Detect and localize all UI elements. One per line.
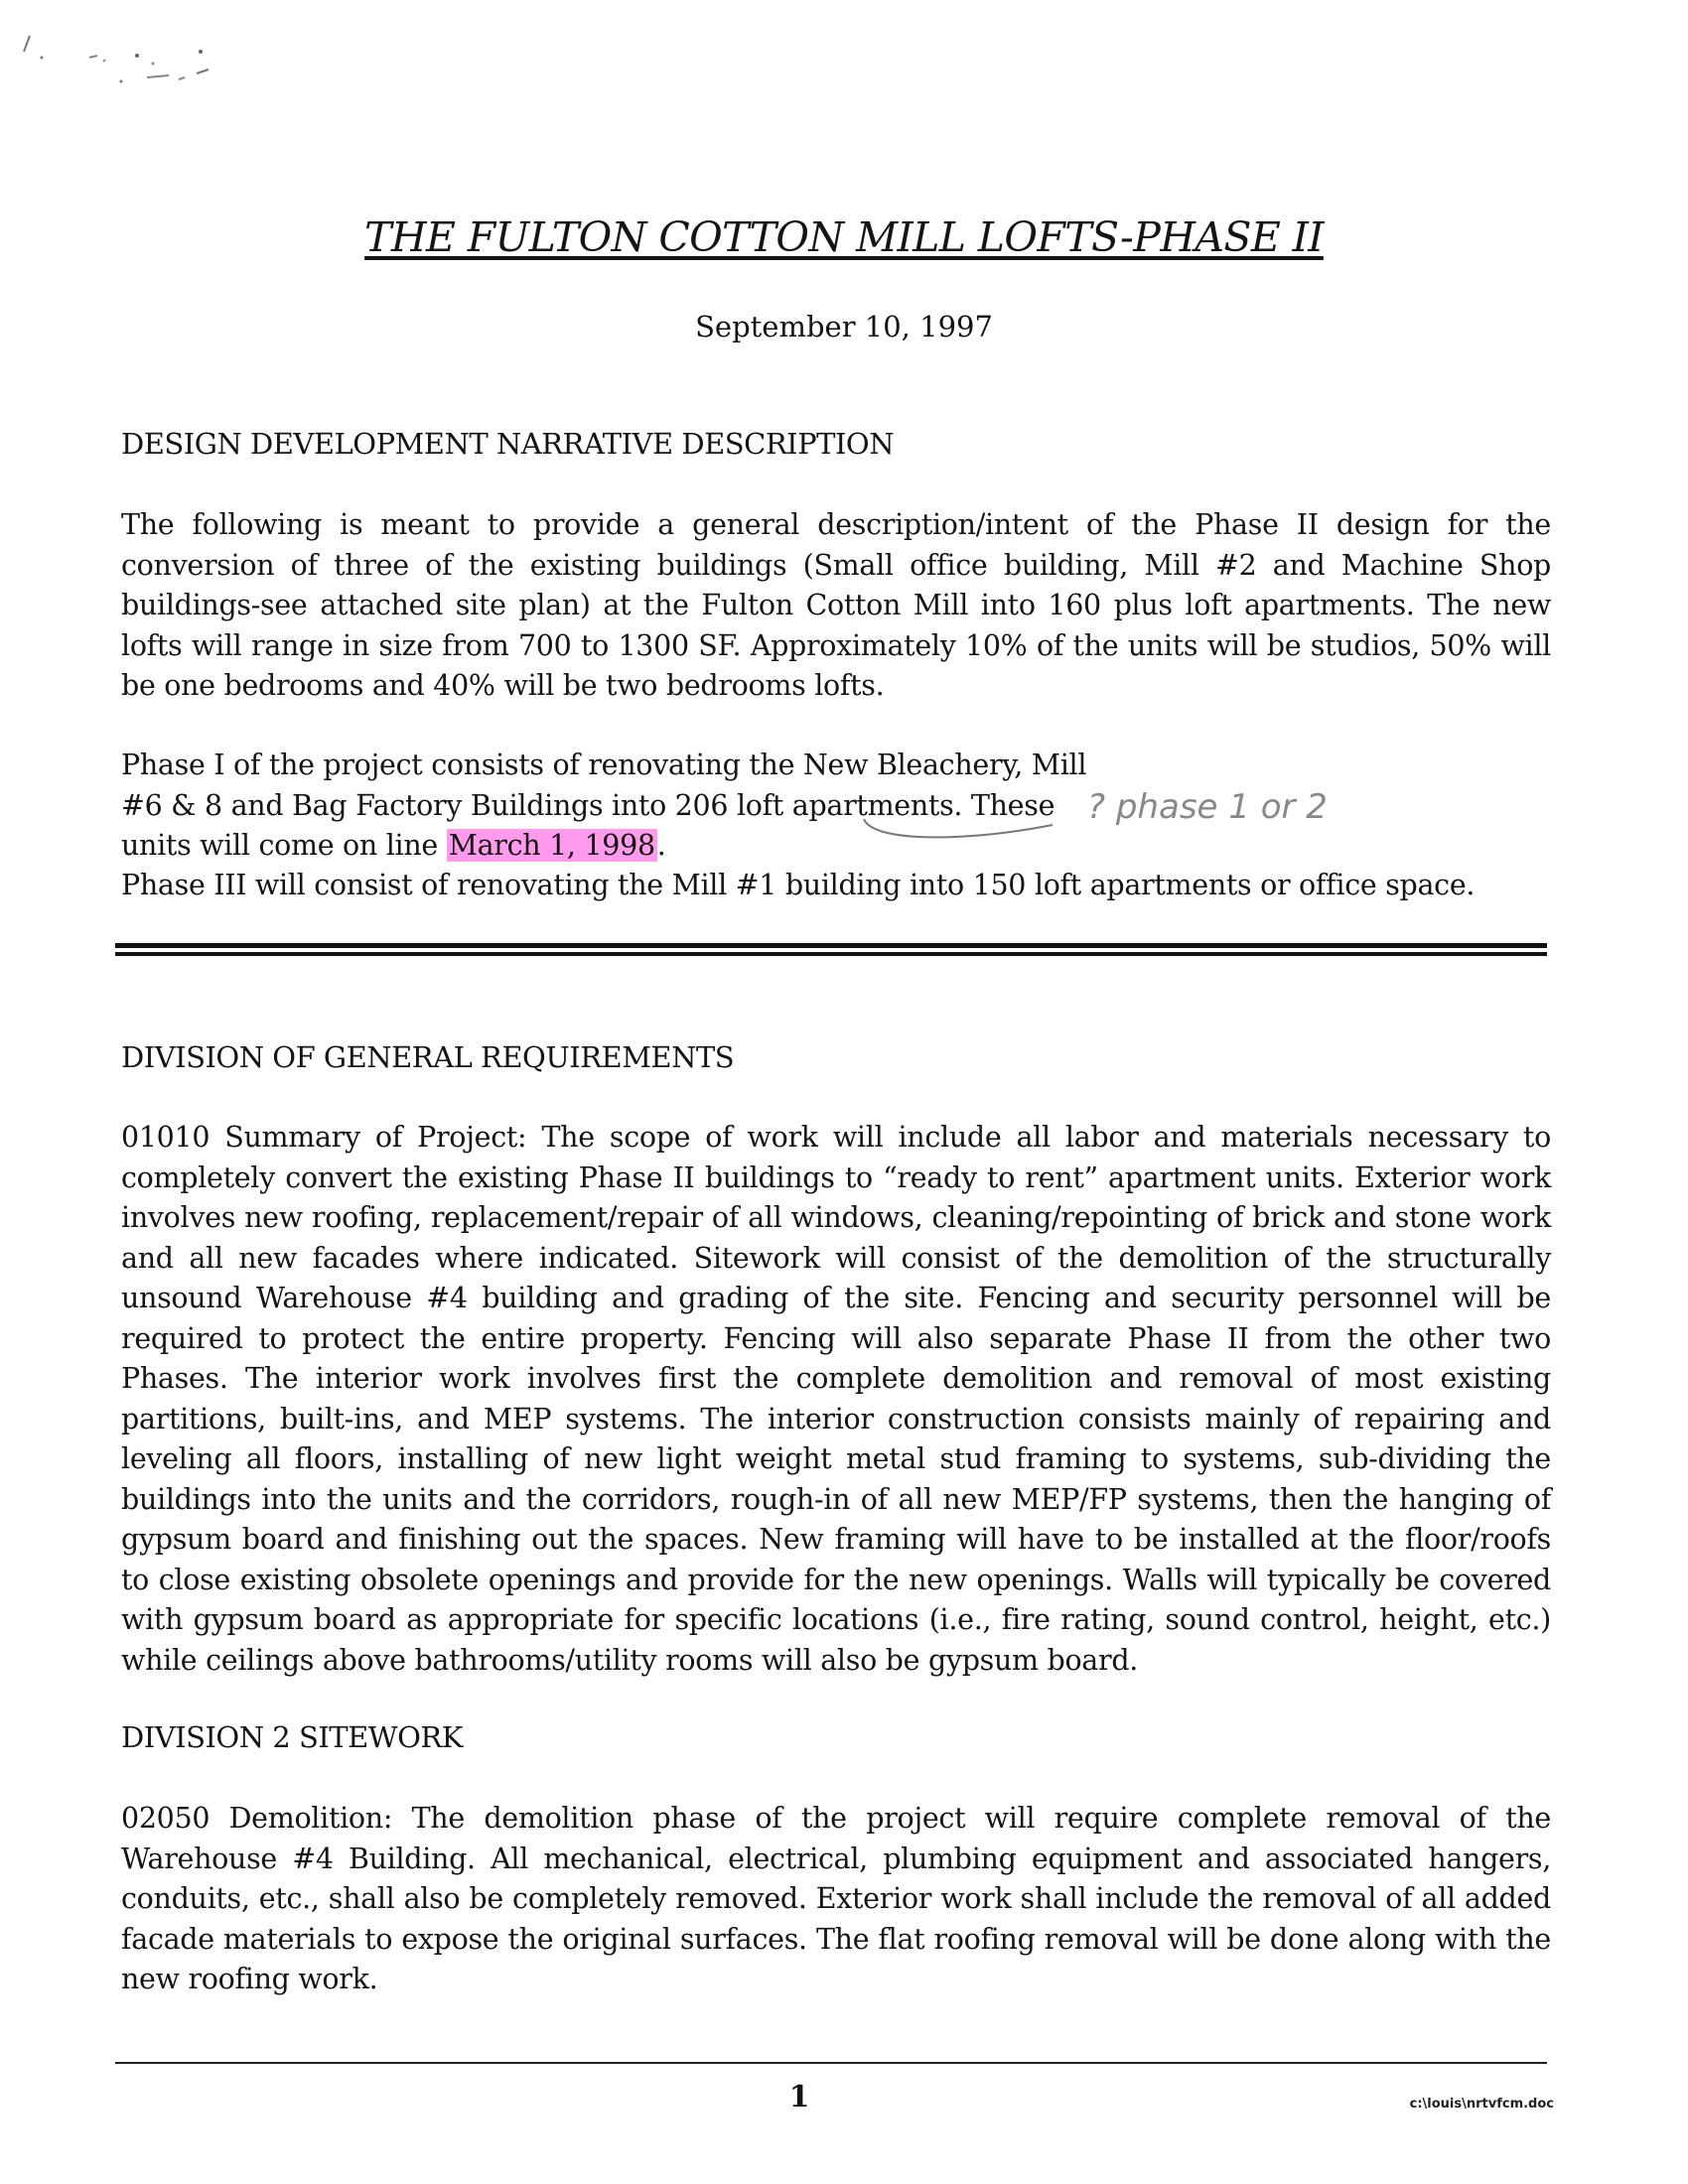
highlighted-date: March 1, 1998: [448, 829, 655, 862]
section-heading-sitework: DIVISION 2 SITEWORK: [121, 1720, 463, 1754]
paragraph-text: 01010 Summary of Project: The scope of work will include all labor and materials necessary to completely convert the existing Phase II buildings to “ready to rent” apartment units. Exterior work involves new roofing, replacement/repair of all windows, cleaning/repointing of brick and stone work and all new facades where indicated. Sitework will consist of the demolition of the structurally unsound Warehouse #4 building and grading of the site. Fencing and security personnel will be required to protect the entire property. Fencing will also separate Phase II from the other two Phases. The interior work involves first the complete demolition and removal of most existing partitions, built-ins, and MEP systems. The interior construction consists mainly of repairing and leveling all floors, installing of new light weight metal stud framing to systems, sub-dividing the buildings into the units and the corridors, rough-in of all new MEP/FP systems, then the hanging of gypsum board and finishing out the spaces. New framing will have to be installed at the floor/roofs to close existing obsolete openings and provide for the new openings. Walls will typically be covered with gypsum board as appropriate for specific locations (i.e., fire rating, sound control, height, etc.) while ceilings above bathrooms/utility rooms will also be gypsum board.: [121, 1121, 1551, 1677]
paragraph-summary-of-project: [121, 1118, 1551, 1681]
hand-drawn-circle-mark: [854, 789, 1072, 844]
divider-line-top: [115, 943, 1547, 948]
paragraph-demolition: [121, 1799, 1551, 2000]
divider-line-bottom: [115, 952, 1547, 956]
paragraph-text: 02050 Demolition: The demolition phase of the project will require complete removal of the Warehouse #4 Building. All mechanical, electrical, plumbing equipment and associated hangers, conduits, etc., shall also be completely removed. Exterior work shall include the removal of all added facade materials to expose the original surfaces. The flat roofing removal will be done along with the new roofing work.: [121, 1802, 1551, 1995]
phase-i-text: Phase I of the project consists of renovating the New Bleachery, Mill #6 & 8 and Bag Factory Buildings into 206 loft apartments. These units will come on line: [121, 749, 1087, 862]
handwritten-note-text: ? phase 1 or 2: [1087, 787, 1328, 827]
footer-rule: [115, 2062, 1547, 2064]
section-heading-general-requirements: DIVISION OF GENERAL REQUIREMENTS: [121, 1040, 735, 1074]
section-heading-design-development: DESIGN DEVELOPMENT NARRATIVE DESCRIPTION: [121, 427, 895, 461]
page-number: 1: [788, 2080, 810, 2115]
handwritten-annotation: [1087, 776, 1415, 846]
document-date: September 10, 1997: [695, 310, 993, 343]
paragraph-text: The following is meant to provide a general description/intent of the Phase II design for the conversion of three of the existing buildings (Small office building, Mill #2 and Machine Shop buildings-see attached site plan) at the Fulton Cotton Mill into 160 plus loft apartments. The new lofts will range in size from 700 to 1300 SF. Approximately 10% of the units will be studios, 50% will be one bedrooms and 40% will be two bedrooms lofts.: [121, 508, 1551, 702]
paragraph-text: Phase III will consist of renovating the Mill #1 building into 150 loft apartments or office space.: [121, 869, 1476, 901]
document-title: THE FULTON COTTON MILL LOFTS-PHASE II: [364, 213, 1324, 261]
file-reference: c:\louis\nrtvfcm.doc: [1409, 2097, 1554, 2112]
scan-speck-marks: [20, 22, 218, 91]
phase-i-text-end: .: [656, 829, 666, 862]
paragraph-phase-ii-intro: [121, 505, 1551, 707]
paragraph-phase-iii: [121, 866, 1551, 906]
section-divider: [115, 943, 1547, 956]
